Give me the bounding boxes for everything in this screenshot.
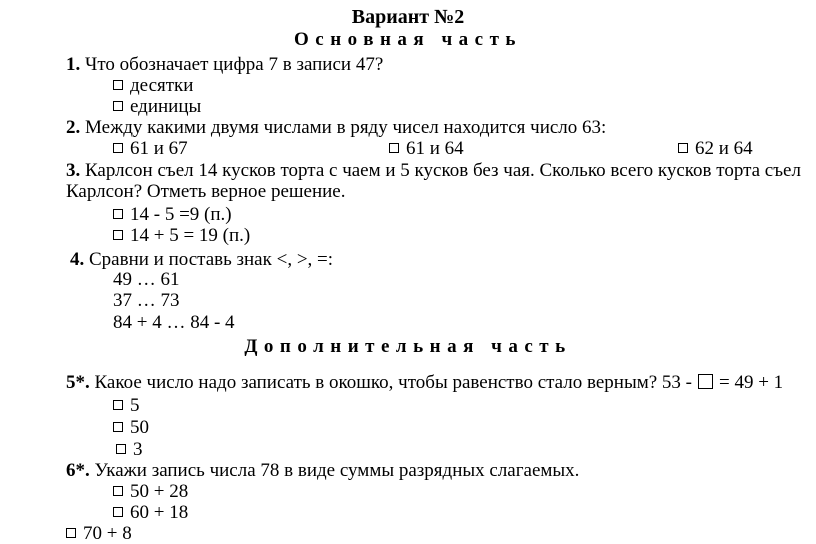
- checkbox-icon[interactable]: [113, 209, 123, 219]
- option-q5-2[interactable]: [113, 418, 149, 437]
- option-label: 62 и 64: [695, 138, 753, 159]
- question-number: 1.: [66, 54, 81, 75]
- option-label: 5: [130, 395, 140, 416]
- option-label: 60 + 18: [130, 502, 189, 523]
- question-text: Карлсон съел 14 кусков торта с чаем и 5 кусков без чая. Сколько всего кусков торта съел: [85, 160, 801, 181]
- question-number: 5*.: [66, 372, 90, 393]
- question-number: 6*.: [66, 460, 90, 481]
- option-q6-2[interactable]: [113, 503, 188, 522]
- option-label: 3: [133, 439, 143, 460]
- question-text: Какое число надо записать в окошко, чтобы равенство стало верным? 53 -: [94, 372, 692, 393]
- option-label: 61 и 64: [406, 138, 464, 159]
- option-q2-1[interactable]: [113, 139, 188, 158]
- question-number: 4.: [70, 249, 85, 270]
- checkbox-icon[interactable]: [116, 444, 126, 454]
- option-label: 50: [130, 417, 149, 438]
- question-2: [66, 118, 606, 137]
- question-text-after: = 49 + 1: [719, 372, 784, 393]
- question-number: 2.: [66, 117, 81, 138]
- option-q5-1[interactable]: [113, 396, 140, 415]
- question-text: Укажи запись числа 78 в виде суммы разрядных слагаемых.: [94, 460, 580, 481]
- option-q1-2[interactable]: [113, 97, 201, 116]
- option-q2-3[interactable]: [678, 139, 753, 158]
- extra-part-heading: Дополнительная часть: [244, 336, 572, 357]
- option-label: 50 + 28: [130, 481, 189, 502]
- option-q3-1[interactable]: [113, 205, 232, 224]
- checkbox-icon[interactable]: [113, 230, 123, 240]
- page-title: Вариант №2: [351, 6, 465, 28]
- answer-box-icon[interactable]: [698, 374, 713, 389]
- checkbox-icon[interactable]: [113, 101, 123, 111]
- question-3: [66, 161, 801, 180]
- checkbox-icon[interactable]: [678, 143, 688, 153]
- checkbox-icon[interactable]: [113, 400, 123, 410]
- question-text: Между какими двумя числами в ряду чисел находится число 63:: [85, 117, 607, 138]
- checkbox-icon[interactable]: [113, 80, 123, 90]
- question-number: 3.: [66, 160, 81, 181]
- checkbox-icon[interactable]: [113, 422, 123, 432]
- checkbox-icon[interactable]: [113, 486, 123, 496]
- question-6: [66, 461, 579, 480]
- checkbox-icon[interactable]: [113, 143, 123, 153]
- option-q6-3[interactable]: [66, 524, 132, 543]
- option-q1-1[interactable]: [113, 76, 193, 95]
- option-label: 14 + 5 = 19 (п.): [130, 225, 251, 246]
- main-part-heading: Основная часть: [294, 29, 522, 50]
- option-q6-1[interactable]: [113, 482, 188, 501]
- question-5: [66, 373, 783, 392]
- option-q2-2[interactable]: [389, 139, 464, 158]
- option-label: десятки: [130, 75, 194, 96]
- option-label: единицы: [130, 96, 202, 117]
- checkbox-icon[interactable]: [113, 507, 123, 517]
- question-3-continued: Карлсон? Отметь верное решение.: [66, 181, 346, 202]
- option-q3-2[interactable]: [113, 226, 250, 245]
- question-text: Сравни и поставь знак <, >, =:: [89, 249, 334, 270]
- question-4: [70, 250, 333, 269]
- question-1: [66, 55, 383, 74]
- comparison-item: 49 … 61: [113, 269, 180, 290]
- checkbox-icon[interactable]: [66, 528, 76, 538]
- option-label: 70 + 8: [83, 523, 132, 544]
- option-label: 61 и 67: [130, 138, 188, 159]
- option-label: 14 - 5 =9 (п.): [130, 204, 232, 225]
- option-q5-3[interactable]: [116, 440, 143, 459]
- checkbox-icon[interactable]: [389, 143, 399, 153]
- question-text: Что обозначает цифра 7 в записи 47?: [85, 54, 384, 75]
- comparison-item: 84 + 4 … 84 - 4: [113, 312, 235, 333]
- comparison-item: 37 … 73: [113, 290, 180, 311]
